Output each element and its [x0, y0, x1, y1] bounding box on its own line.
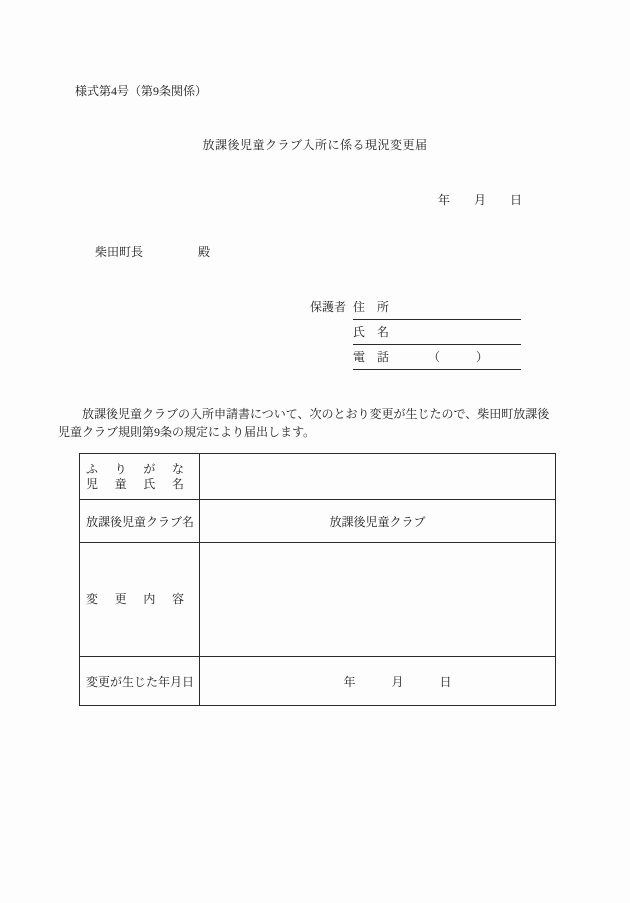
declaration-line-1: 放課後児童クラブの入所申請書について、次のとおり変更が生じたので、柴田町放課後 [70, 407, 550, 421]
table-row-child-name [80, 454, 556, 500]
table-row-change-date [80, 657, 556, 706]
declaration-line-2: 児童クラブ規則第9条の規定により届出します。 [58, 425, 316, 439]
change-date-label: 変更が生じた年月日 [86, 674, 195, 689]
addressee-honorific: 殿 [198, 245, 211, 259]
declaration-paragraph [58, 405, 568, 441]
child-name-input-cell[interactable] [200, 454, 556, 500]
club-name-value-cell[interactable]: 放課後児童クラブ [200, 500, 556, 543]
guardian-section [310, 295, 521, 370]
change-details-label-cell [80, 543, 200, 657]
guardian-phone-field[interactable] [353, 345, 521, 370]
change-details-label: 変 更 内 容 [86, 592, 184, 606]
guardian-name-field[interactable] [353, 320, 521, 345]
change-details-input-cell[interactable] [200, 543, 556, 657]
child-name-label-cell [80, 454, 200, 500]
guardian-phone-parentheses: （ ） [428, 350, 489, 364]
form-number-label: 様式第4号（第9条関係） [75, 84, 208, 98]
guardian-address-label: 住 所 [353, 300, 390, 314]
date-fill-in-line[interactable]: 年 月 日 [438, 193, 523, 207]
change-details-table [79, 453, 556, 706]
guardian-fields [353, 295, 521, 370]
furigana-label: ふ り が な [86, 461, 184, 476]
table-row-change-details [80, 543, 556, 657]
guardian-name-label: 氏 名 [353, 325, 390, 339]
table-row-club-name [80, 500, 556, 543]
club-name-label: 放課後児童クラブ名 [86, 514, 195, 529]
guardian-address-field[interactable] [353, 295, 521, 320]
child-name-label: 児 童 氏 名 [86, 476, 184, 491]
guardian-label: 保護者 [310, 300, 347, 314]
addressee-name: 柴田町長 [95, 245, 144, 259]
change-date-label-cell [80, 657, 200, 706]
change-date-input-cell[interactable]: 年 月 日 [200, 657, 556, 706]
guardian-phone-label: 電 話 [353, 350, 390, 364]
addressee-line [95, 243, 210, 260]
document-title: 放課後児童クラブ入所に係る現況変更届 [202, 138, 428, 152]
club-name-label-cell [80, 500, 200, 543]
